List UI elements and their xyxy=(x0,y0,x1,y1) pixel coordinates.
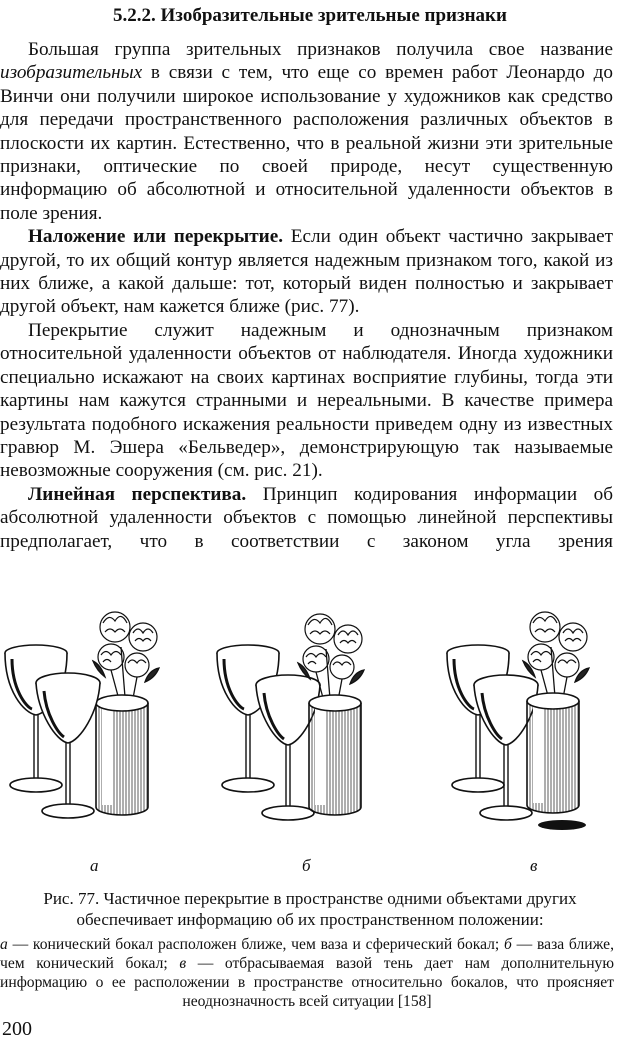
vase-shadow xyxy=(538,820,586,830)
figure-label-a: а xyxy=(90,856,99,875)
italic-term: изобразительных xyxy=(0,62,143,84)
section-heading: 5.2.2. Изобразительные зрительные признаки xyxy=(113,5,507,26)
figure-caption-detail: а — конический бокал расположен ближе, чем ваза и сферический бокал; б — ваза ближе, чем конический бокал; в — отбрасываемая вазой тень дает нам дополнительную информацию о ее расположении в пространстве относительно бокалов, что проясняет неоднозначность всей ситуации [158] xyxy=(0,936,614,1010)
paragraph-1: Большая группа зрительных признаков получила свое название изобразительных в связи с тем, что еще со времен работ Леонардо до Винчи они получили широкое использование у художников как средство для передачи пространственного расположения различных объектов в плоскости их картин. Естественно, что в реальной жизни эти зрительные признаки, оптические по своей природе, несут существенную информацию об абсолютной и относительной удаленности объектов в поле зрения. xyxy=(0,39,613,224)
figure-77-illustration xyxy=(0,605,620,873)
paragraph-lead: Наложение или перекрытие. xyxy=(28,226,284,248)
figure-label-b: б xyxy=(302,856,311,875)
figure-label-c: в xyxy=(530,856,538,875)
body-text xyxy=(0,38,613,553)
figure-caption: Рис. 77. Частичное перекрытие в пространстве одними объектами других обеспечивает информацию об их пространственном положении: xyxy=(43,889,577,929)
paragraph-3: Перекрытие служит надежным и однозначным признаком относительной удаленности объектов от наблюдателя. Иногда художники специально искажают на своих картинах восприятие глубины, тогда эти картины нам кажутся странными и нереальными. В качестве примера результата подобного искажения реальности приведем одну из известных гравюр М. Эшера «Бельведер», демонстрирующую так называемые невозможные сооружения (см. рис. 21). xyxy=(0,319,613,482)
illustration-b xyxy=(217,614,364,820)
paragraph-4: Линейная перспектива. Принцип кодирования информации об абсолютной удаленности объектов с помощью линейной перспективы предполагает, что в соответствии с законом угла зрения xyxy=(0,483,613,552)
paragraph-lead: Линейная перспектива. xyxy=(28,483,247,505)
illustration-a xyxy=(5,612,159,818)
illustration-c xyxy=(447,612,589,830)
paragraph-2: Наложение или перекрытие. Если один объект частично закрывает другой, то их общий контур является надежным признаком того, какой из них ближе, а какой дальше: тот, который виден полностью и закрывает другой объект, нам кажется ближе (рис. 77). xyxy=(0,226,613,318)
page-number: 200 xyxy=(2,1018,32,1040)
